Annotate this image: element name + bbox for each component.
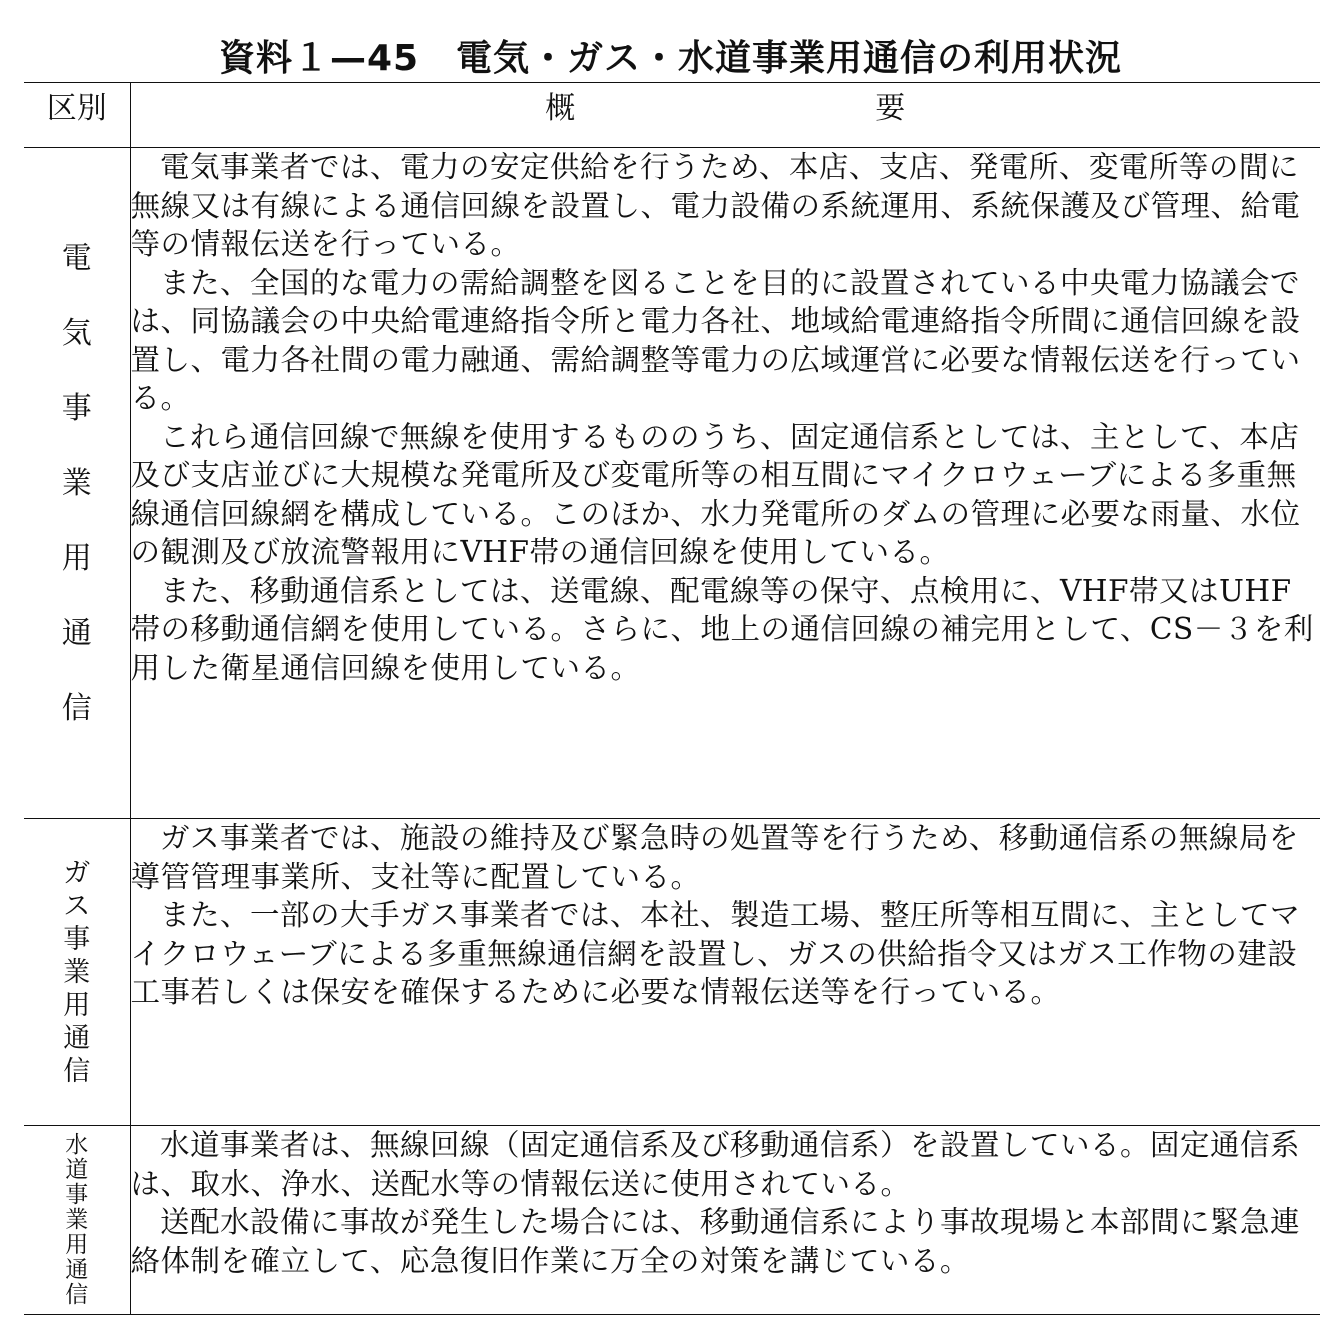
paragraph: 水道事業者は、無線回線（固定通信系及び移動通信系）を設置している。固定通信系は、取水、浄水、送配水等の情報伝送に使用されている。 <box>130 1128 1301 1201</box>
header-overview-char-1: 概 <box>545 91 576 126</box>
paragraph: ガス事業者では、施設の維持及び緊急時の処置等を行うため、移動通信系の無線局を導管管理事業所、支社等に配置している。 <box>130 821 1299 894</box>
paragraph: これら通信回線で無線を使用するもののうち、固定通信系としては、主として、本店及び支店並びに大規模な発電所及び変電所等の相互間にマイクロウェーブによる多重無線通信回線網を構成している。このほか、水力発電所のダムの管理に必要な雨量、水位の観測及び放流警報用にVHF帯の通信回線を使用している。 <box>130 419 1301 569</box>
paragraph: また、一部の大手ガス事業者では、本社、製造工場、整圧所等相互間に、主としてマイクロウェーブによる多重無線通信網を設置し、ガスの供給指令又はガス工作物の建設工事若しくは保安を確保するために必要な情報伝送等を行っている。 <box>130 898 1301 1009</box>
table-row-water <box>24 1126 1320 1315</box>
category-water <box>24 1126 130 1315</box>
overview-water <box>130 1126 1320 1315</box>
category-gas <box>24 819 130 1126</box>
category-char: 業 <box>63 956 91 988</box>
category-char: 業 <box>61 465 92 501</box>
table-row-gas <box>24 819 1320 1126</box>
category-char: 用 <box>65 1231 89 1258</box>
category-char: 用 <box>61 540 92 576</box>
category-char: 道 <box>65 1156 89 1183</box>
category-char: 信 <box>61 690 92 726</box>
category-char: ガ <box>63 857 91 889</box>
category-char: 電 <box>61 240 92 276</box>
category-electric <box>24 148 130 819</box>
table-row-electric <box>24 148 1320 819</box>
paragraph: また、移動通信系としては、送電線、配電線等の保守、点検用に、VHF帯又はUHF帯の移動通信網を使用している。さらに、地上の通信回線の補完用として、CS－３を利用した衛星通信回線を使用している。 <box>130 573 1314 685</box>
header-category: 区別 <box>24 83 130 148</box>
category-char: 通 <box>63 1022 91 1054</box>
category-char: 事 <box>61 390 92 426</box>
category-char: ス <box>63 890 91 922</box>
header-overview <box>130 83 1320 148</box>
paragraph: また、全国的な電力の需給調整を図ることを目的に設置されている中央電力協議会では、同協議会の中央給電連絡指令所と電力各社、地域給電連絡指令所間に通信回線を設置し、電力各社間の電力融通、需給調整等電力の広域運営に必要な情報伝送を行っている。 <box>130 265 1301 415</box>
overview-electric <box>130 148 1320 819</box>
usage-table <box>24 82 1320 1315</box>
category-char: 通 <box>65 1256 89 1283</box>
category-char: 気 <box>61 315 92 351</box>
paragraph: 送配水設備に事故が発生した場合には、移動通信系により事故現場と本部間に緊急連絡体制を確立して、応急復旧作業に万全の対策を講じている。 <box>130 1205 1301 1278</box>
category-char: 信 <box>63 1055 91 1087</box>
table-header-row <box>24 83 1320 148</box>
category-char: 業 <box>65 1206 89 1233</box>
paragraph: 電気事業者では、電力の安定供給を行うため、本店、支店、発電所、変電所等の間に無線又は有線による通信回線を設置し、電力設備の系統運用、系統保護及び管理、給電等の情報伝送を行っている。 <box>130 150 1301 261</box>
category-char: 事 <box>63 923 91 955</box>
category-char: 信 <box>65 1281 89 1308</box>
category-char: 事 <box>65 1181 89 1208</box>
category-char: 用 <box>63 989 91 1021</box>
category-char: 水 <box>65 1131 89 1158</box>
category-char: 通 <box>61 615 92 651</box>
overview-gas <box>130 819 1320 1126</box>
page-title: 資料１—45 電気・ガス・水道事業用通信の利用状況 <box>218 38 1123 79</box>
header-overview-char-2: 要 <box>875 91 906 126</box>
